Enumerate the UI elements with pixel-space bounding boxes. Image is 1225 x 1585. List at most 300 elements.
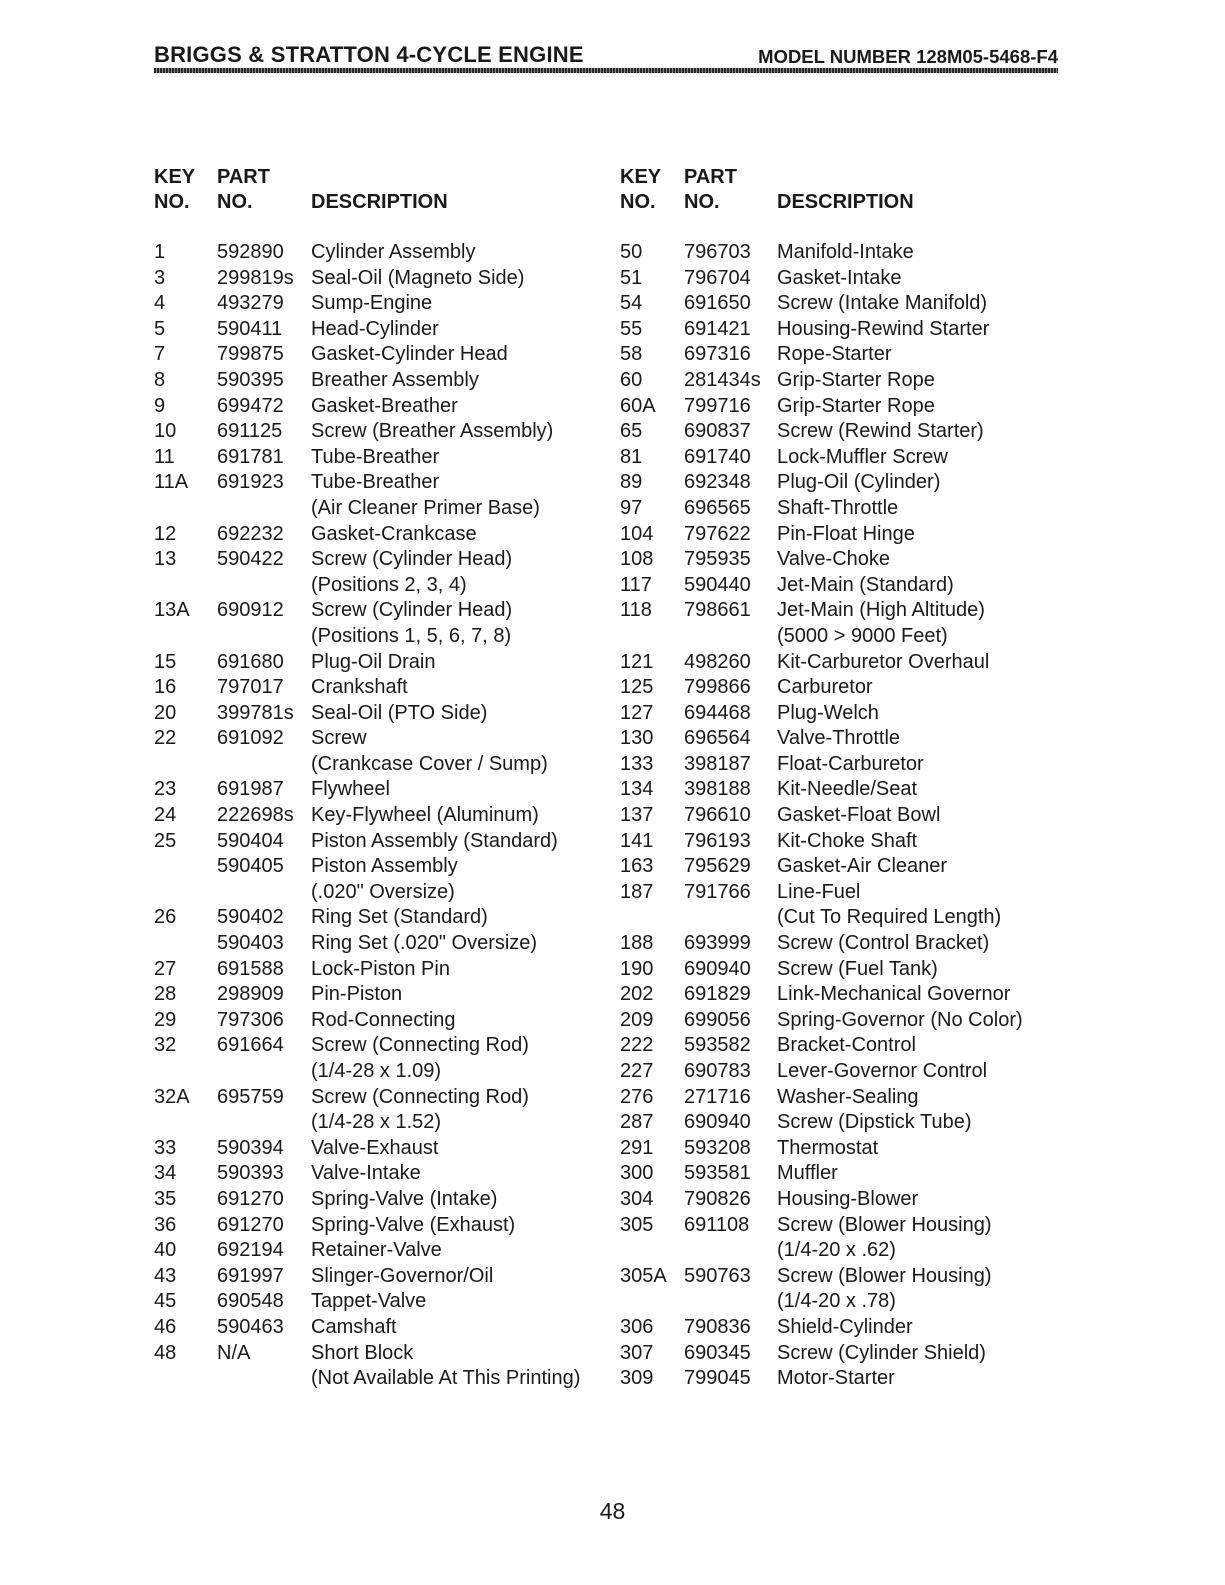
part-description: Plug-Oil Drain [311,650,436,673]
part-number: 590411 [217,317,283,340]
part-number: 691421 [684,317,751,340]
part-number: 271716 [684,1085,751,1108]
parts-row [154,496,614,522]
part-description: Gasket-Crankcase [311,522,477,545]
parts-row [620,777,1060,803]
key-number: 48 [154,1341,177,1364]
part-number: 697316 [684,343,751,366]
parts-row [154,470,614,496]
key-number: 35 [154,1187,177,1210]
parts-row [620,624,1060,650]
parts-row [154,701,614,727]
key-number: 32 [154,1034,177,1057]
key-number: 32A [154,1085,190,1108]
column-header [620,162,1060,242]
part-description: Kit-Carburetor Overhaul [777,650,990,673]
part-number: 694468 [684,701,751,724]
key-number: 187 [620,880,654,903]
key-number: 13 [154,548,177,571]
part-number: 691125 [217,420,283,443]
part-description: Carburetor [777,676,873,699]
part-description: (Positions 1, 5, 6, 7, 8) [311,624,512,647]
key-number: 36 [154,1213,177,1236]
part-number: 691781 [217,445,284,468]
key-number: 28 [154,983,177,1006]
key-number: 97 [620,496,643,519]
parts-row [620,240,1060,266]
part-number: 790836 [684,1315,751,1338]
parts-row [620,1059,1060,1085]
part-description: (Not Available At This Printing) [311,1367,581,1390]
key-number: 51 [620,266,643,289]
parts-row [620,752,1060,778]
parts-row [620,1341,1060,1367]
part-number: 795629 [684,855,751,878]
parts-row [154,777,614,803]
part-header-line2: NO. [684,191,720,213]
part-description: Pin-Float Hinge [777,522,915,545]
parts-row [620,394,1060,420]
part-description: Spring-Valve (Exhaust) [311,1213,516,1236]
parts-row [620,1264,1060,1290]
key-number: 300 [620,1162,654,1185]
part-header-line1: PART [684,166,737,188]
parts-row [620,931,1060,957]
key-number: 276 [620,1085,654,1108]
key-number: 33 [154,1136,177,1159]
parts-row [154,1366,614,1392]
part-description: Screw (Blower Housing) [777,1264,992,1287]
key-number: 50 [620,241,643,263]
part-description: Lock-Piston Pin [311,957,450,980]
key-number: 45 [154,1290,177,1313]
parts-row [620,368,1060,394]
part-description: Gasket-Breather [311,394,458,417]
part-description: Screw (Blower Housing) [777,1213,992,1236]
key-number: 23 [154,778,177,801]
part-number: 691987 [217,778,284,801]
parts-row [620,957,1060,983]
parts-row [620,342,1060,368]
part-description: Pin-Piston [311,983,403,1006]
parts-row [154,291,614,317]
part-number: 695759 [217,1085,284,1108]
header-rule [154,68,1058,73]
part-description: Seal-Oil (Magneto Side) [311,266,525,289]
key-number: 141 [620,829,654,852]
key-number: 307 [620,1341,654,1364]
parts-row [620,803,1060,829]
parts-row [620,675,1060,701]
part-description: Float-Carburetor [777,752,924,775]
part-description: Short Block [311,1341,414,1364]
part-number: 281434s [684,368,761,391]
part-number: 498260 [684,650,751,673]
part-number: 398187 [684,752,751,775]
parts-row [154,1341,614,1367]
parts-list-left [154,240,614,1392]
part-number: 696565 [684,496,751,519]
parts-row [620,1289,1060,1315]
part-number: 692194 [217,1239,284,1262]
part-number: 691650 [684,292,751,315]
key-number: 24 [154,804,177,827]
parts-row [154,880,614,906]
parts-row [154,1136,614,1162]
parts-row [620,905,1060,931]
part-number: 690837 [684,420,751,443]
part-number: 691664 [217,1034,284,1057]
part-description: Screw (Cylinder Head) [311,548,513,571]
parts-row [154,1264,614,1290]
key-number: 11A [154,471,189,494]
part-number: 699472 [217,394,284,417]
part-description: Rod-Connecting [311,1008,456,1031]
part-description: Housing-Blower [777,1187,919,1210]
key-number: 58 [620,343,643,366]
part-number: 493279 [217,292,284,315]
key-header-line1: KEY [620,166,662,188]
part-number: 692232 [217,522,284,545]
part-number: 399781s [217,701,294,724]
key-number: 287 [620,1111,654,1134]
parts-row [154,650,614,676]
key-number: 3 [154,266,166,289]
part-description: Screw (Connecting Rod) [311,1034,529,1057]
part-description: Flywheel [311,778,390,801]
part-description: Piston Assembly [311,855,458,878]
part-number: 691923 [217,471,284,494]
key-number: 304 [620,1187,654,1210]
parts-row [620,1110,1060,1136]
parts-list-right [620,240,1060,1392]
part-number: 691270 [217,1187,284,1210]
part-number: 299819s [217,266,294,289]
key-number: 12 [154,522,177,545]
engine-title: BRIGGS & STRATTON 4-CYCLE ENGINE [154,42,584,67]
key-number: 202 [620,983,654,1006]
key-number: 118 [620,599,652,622]
key-number: 305 [620,1213,654,1236]
parts-row [620,547,1060,573]
parts-row [154,266,614,292]
part-description: (.020" Oversize) [311,880,455,903]
part-description: Ring Set (.020" Oversize) [311,932,538,955]
parts-row [154,957,614,983]
key-number: 40 [154,1239,177,1262]
part-number: 398188 [684,778,751,801]
parts-row [154,1161,614,1187]
part-number: 590393 [217,1162,284,1185]
parts-row [154,1213,614,1239]
part-description: Gasket-Air Cleaner [777,855,948,878]
parts-row [154,854,614,880]
key-number: 125 [620,676,654,699]
parts-column-right [620,162,1060,1390]
part-number: 796703 [684,241,751,263]
part-description: (1/4-28 x 1.52) [311,1111,442,1134]
key-number: 163 [620,855,654,878]
key-number: 89 [620,471,643,494]
part-description: Washer-Sealing [777,1085,919,1108]
part-number: N/A [217,1341,251,1364]
part-number: 796193 [684,829,751,852]
key-number: 1 [154,241,166,263]
part-number: 690345 [684,1341,751,1364]
parts-row [154,419,614,445]
parts-row [154,752,614,778]
parts-row [154,1033,614,1059]
part-description: Plug-Welch [777,701,879,724]
part-description: Screw (Breather Assembly) [311,420,554,443]
part-description: Screw (Cylinder Shield) [777,1341,986,1364]
parts-row [154,829,614,855]
part-description: (Positions 2, 3, 4) [311,573,467,596]
key-number: 22 [154,727,177,750]
part-number: 691108 [684,1213,750,1236]
column-header [154,162,614,242]
page-number: 48 [599,1498,626,1524]
part-number: 799866 [684,676,751,699]
part-number: 691680 [217,650,284,673]
key-number: 130 [620,727,654,750]
part-description: Valve-Throttle [777,727,901,750]
key-number: 26 [154,906,177,929]
part-description: Breather Assembly [311,368,479,391]
part-description: Screw (Intake Manifold) [777,292,988,315]
key-number: 306 [620,1315,654,1338]
part-description: Motor-Starter [777,1367,895,1390]
part-number: 797017 [217,676,284,699]
part-number: 799875 [217,343,284,366]
parts-row [154,598,614,624]
parts-row [154,1187,614,1213]
parts-row [154,547,614,573]
parts-row [620,291,1060,317]
key-number: 188 [620,932,654,955]
parts-row [620,419,1060,445]
part-number: 590404 [217,829,284,852]
part-number: 590763 [684,1264,751,1287]
part-description: Jet-Main (Standard) [777,573,954,596]
key-number: 11 [154,445,175,468]
key-number: 305A [620,1264,667,1287]
parts-row [154,1315,614,1341]
part-number: 796704 [684,266,751,289]
part-number: 590403 [217,932,284,955]
parts-row [620,598,1060,624]
key-header-line1: KEY [154,166,196,188]
part-description: Retainer-Valve [311,1239,442,1262]
part-number: 298909 [217,983,284,1006]
parts-row [620,1213,1060,1239]
parts-column-left [154,162,614,1390]
key-number: 25 [154,829,177,852]
part-description: Screw (Rewind Starter) [777,420,984,443]
part-number: 690912 [217,599,284,622]
parts-row [154,445,614,471]
parts-row [154,1059,614,1085]
key-number: 291 [620,1136,654,1159]
part-description: Valve-Exhaust [311,1136,439,1159]
part-number: 699056 [684,1008,751,1031]
part-description: Link-Mechanical Governor [777,983,1011,1006]
part-description: Seal-Oil (PTO Side) [311,701,488,724]
part-number: 590440 [684,573,751,596]
part-description: Spring-Governor (No Color) [777,1008,1023,1031]
part-description: Tappet-Valve [311,1290,427,1313]
parts-row [620,266,1060,292]
key-number: 27 [154,957,177,980]
key-number: 46 [154,1315,177,1338]
part-description: Camshaft [311,1315,397,1338]
key-number: 190 [620,957,654,980]
part-number: 693999 [684,932,751,955]
parts-row [620,880,1060,906]
parts-row [154,317,614,343]
parts-row [620,317,1060,343]
part-description: Lock-Muffler Screw [777,445,948,468]
key-number: 134 [620,778,654,801]
parts-row [620,1366,1060,1392]
parts-row [620,854,1060,880]
part-description: Gasket-Cylinder Head [311,343,508,366]
part-description: Lever-Governor Control [777,1060,988,1082]
part-number: 797622 [684,522,751,545]
key-number: 117 [620,573,652,596]
part-description: Screw [311,727,367,750]
parts-row [154,905,614,931]
part-description: Muffler [777,1162,838,1185]
parts-row [154,1289,614,1315]
part-description: (Air Cleaner Primer Base) [311,496,540,519]
part-description: Plug-Oil (Cylinder) [777,471,941,494]
parts-row [620,1315,1060,1341]
part-description: Grip-Starter Rope [777,394,935,417]
part-number: 590405 [217,855,284,878]
part-number: 798661 [684,599,751,622]
part-description: (1/4-20 x .62) [777,1239,896,1262]
part-description: Ring Set (Standard) [311,906,488,929]
key-number: 121 [620,650,654,673]
part-number: 590402 [217,906,284,929]
part-description: Housing-Rewind Starter [777,317,990,340]
parts-row [154,240,614,266]
parts-row [154,624,614,650]
part-description: Shield-Cylinder [777,1315,913,1338]
part-description: (1/4-20 x .78) [777,1290,896,1313]
part-description: (5000 > 9000 Feet) [777,624,948,647]
key-number: 10 [154,420,177,443]
part-number: 590422 [217,548,284,571]
parts-row [620,726,1060,752]
part-description: (Crankcase Cover / Sump) [311,752,548,775]
part-description: (1/4-28 x 1.09) [311,1060,442,1082]
key-number: 127 [620,701,654,724]
parts-row [620,1238,1060,1264]
part-number: 690940 [684,957,751,980]
parts-row [154,982,614,1008]
part-description: Screw (Dipstick Tube) [777,1111,972,1134]
parts-row [620,701,1060,727]
part-description: Screw (Connecting Rod) [311,1085,529,1108]
part-number: 593208 [684,1136,751,1159]
parts-row [620,650,1060,676]
key-number: 227 [620,1060,654,1082]
description-header: DESCRIPTION [777,191,914,213]
part-number: 799045 [684,1367,751,1390]
key-number: 309 [620,1367,654,1390]
part-description: (Cut To Required Length) [777,906,1002,929]
parts-row [620,496,1060,522]
part-number: 799716 [684,394,751,417]
key-number: 104 [620,522,654,545]
key-number: 81 [620,445,643,468]
part-number: 797306 [217,1008,284,1031]
part-description: Jet-Main (High Altitude) [777,599,985,622]
key-number: 60A [620,394,656,417]
part-number: 691740 [684,445,751,468]
part-header-line2: NO. [217,191,253,213]
part-number: 592890 [217,241,284,263]
part-description: Gasket-Float Bowl [777,804,941,827]
model-number: MODEL NUMBER 128M05-5468-F4 [758,46,1058,67]
part-number: 691588 [217,957,284,980]
key-number: 209 [620,1008,654,1031]
part-description: Tube-Breather [311,445,440,468]
key-number: 43 [154,1264,177,1287]
parts-row [154,726,614,752]
part-description: Manifold-Intake [777,241,914,263]
part-description: Piston Assembly (Standard) [311,829,558,852]
key-number: 7 [154,343,166,366]
key-number: 34 [154,1162,177,1185]
part-number: 222698s [217,804,294,827]
key-number: 13A [154,599,190,622]
part-description: Valve-Choke [777,548,891,571]
part-description: Crankshaft [311,676,408,699]
key-number: 29 [154,1008,177,1031]
key-number: 133 [620,752,654,775]
part-number: 790826 [684,1187,751,1210]
part-number: 590394 [217,1136,284,1159]
key-number: 222 [620,1034,654,1057]
part-number: 590463 [217,1315,284,1338]
part-description: Gasket-Intake [777,266,902,289]
parts-row [154,342,614,368]
description-header: DESCRIPTION [311,191,448,213]
part-description: Grip-Starter Rope [777,368,935,391]
part-description: Sump-Engine [311,292,433,315]
key-number: 108 [620,548,654,571]
part-description: Shaft-Throttle [777,496,899,519]
parts-row [154,394,614,420]
key-number: 65 [620,420,643,443]
key-number: 55 [620,317,643,340]
parts-row [620,573,1060,599]
parts-row [154,573,614,599]
key-number: 20 [154,701,177,724]
parts-row [620,1136,1060,1162]
key-number: 54 [620,292,643,315]
part-description: Bracket-Control [777,1034,916,1057]
parts-row [154,522,614,548]
part-description: Head-Cylinder [311,317,439,340]
parts-row [620,445,1060,471]
part-description: Kit-Choke Shaft [777,829,918,852]
part-number: 690940 [684,1111,751,1134]
parts-row [154,1008,614,1034]
